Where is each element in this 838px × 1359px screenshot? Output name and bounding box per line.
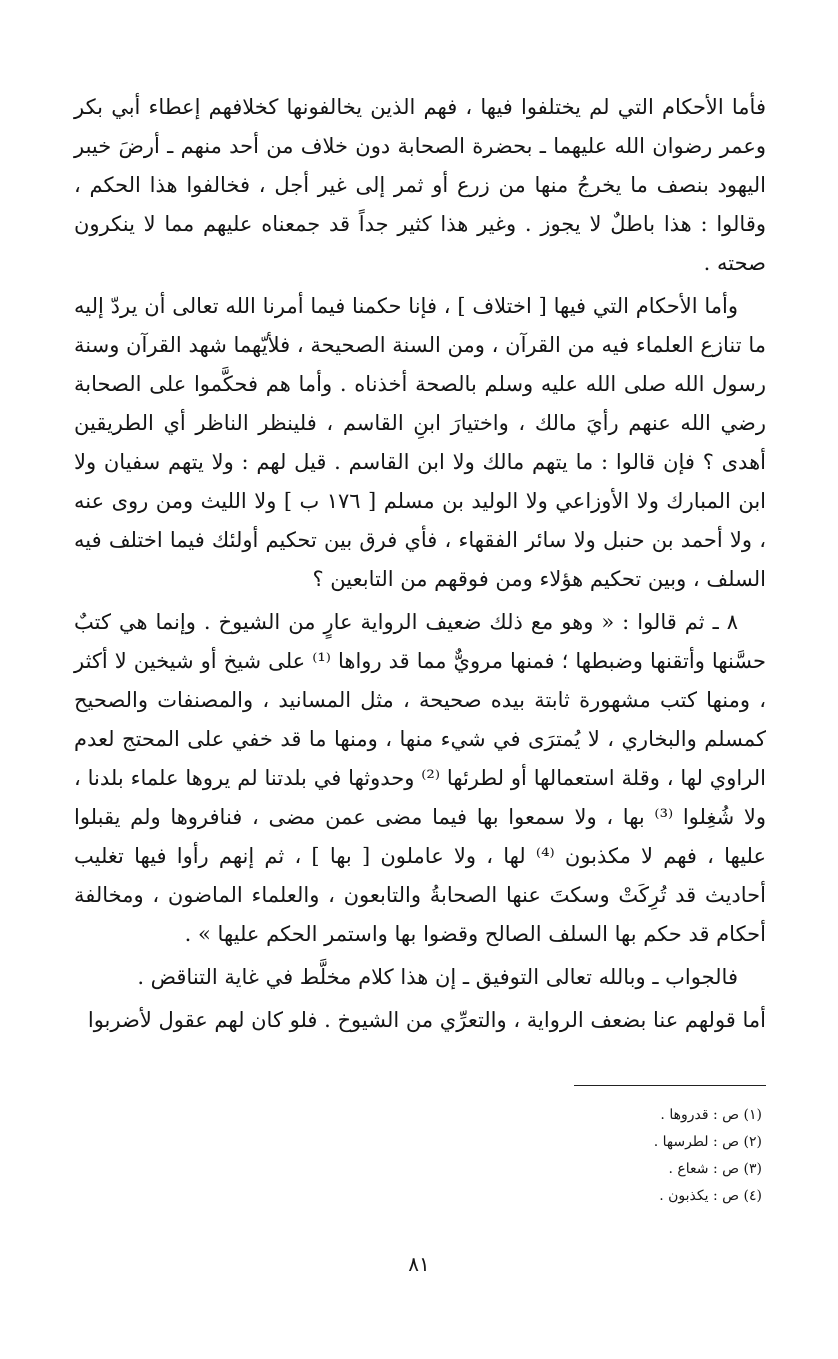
paragraph-1: فأما الأحكام التي لم يختلفوا فيها ، فهم الذين يخالفونها كخلافهم إعطاء أبي بكر وعمر رضوان الله عليهما ـ بحضرة الصحابة دون خلاف من أحد منهم ـ أرضَ خيبر اليهود بنصف ما يخرجُ منها من زرع أو ثمر إلى غير أجل ، فخالفوا هذا الحكم ، وقالوا : هذا باطلٌ لا يجوز . وغير هذا كثير جداً قد جمعناه عليهم مما لا ينكرون صحته . (74, 95, 766, 275)
page-content (74, 88, 766, 1040)
paragraph-5: أما قولهم عنا بضعف الرواية ، والتعرِّي من الشيوخ . فلو كان لهم عقول لأضربوا (87, 1008, 766, 1032)
footnote-2: (٢) ص : لطرسها . (653, 1134, 762, 1150)
footnote-1: (١) ص : قدروها . (660, 1107, 762, 1123)
footnotes (74, 1102, 766, 1210)
paragraph-3: ٨ ـ ثم قالوا : « وهو مع ذلك ضعيف الرواية عارٍ من الشيوخ . وإنما هي كتبٌ حسَّنها وأتقنها وضبطها ؛ فمنها مرويٌّ مما قد رواها ⁽¹⁾ على شيخ أو شيخين لا أكثر ، ومنها كتب مشهورة ثابتة بيده صحيحة ، مثل المسانيد ، والمصنفات والصحيح كمسلم والبخاري ، لا يُمترَى في شيء منها ، ومنها ما قد خفي على المحتج لعدم الراوي لها ، وقلة استعمالها أو لطرئها ⁽²⁾ وحدوثها في بلدتنا لم يروها علماء بلدنا ، ولا شُغِلوا ⁽³⁾ بها ، ولا سمعوا بها فيما مضى عمن مضى ، فنافروها ولم يقبلوا عليها ، فهم لا مكذبون ⁽⁴⁾ لها ، ولا عاملون [ بها ] ، ثم إنهم رأوا فيها تغليب أحاديث قد تُرِكَتْ وسكتَ عنها الصحابةُ والتابعون ، والعلماء الماضون ، ومخالفة أحكام قد حكم بها السلف الصالح وقضوا بها واستمر الحكم عليها » . (74, 610, 767, 946)
main-text (74, 88, 766, 1040)
footnote-divider (574, 1085, 766, 1086)
footnote-4: (٤) ص : يكذبون . (659, 1188, 762, 1204)
page-number: ٨١ (408, 1252, 430, 1276)
paragraph-2: وأما الأحكام التي فيها [ اختلاف ] ، فإنا حكمنا فيما أمرنا الله تعالى أن يردّ إليه ما تنازع العلماء فيه من القرآن ، ومن السنة الصحيحة ، فلأيّهما شهد القرآن وسنة رسول الله صلى الله عليه وسلم بالصحة أخذناه . وأما هم فحكَّموا على الصحابة رضي الله عنهم رأيَ مالك ، واختيارَ ابنِ القاسم ، فلينظر الناظر أي الطريقين أهدى ؟ فإن قالوا : ما يتهم مالك ولا ابن القاسم . قيل لهم : ولا يتهم سفيان ولا ابن المبارك ولا الأوزاعي ولا الوليد بن مسلم [ ١٧٦ ب ] ولا الليث ومن روى عنه ، ولا أحمد بن حنبل ولا سائر الفقهاء ، فأي فرق بين تحكيم أولئك فيما اختلف فيه السلف ، وبين تحكيم هؤلاء ومن فوقهم من التابعين ؟ (74, 294, 766, 591)
paragraph-4: فالجواب ـ وبالله تعالى التوفيق ـ إن هذا كلام مخلَّط في غاية التناقض . (137, 965, 738, 989)
footnote-3: (٣) ص : شعاع . (668, 1161, 762, 1177)
